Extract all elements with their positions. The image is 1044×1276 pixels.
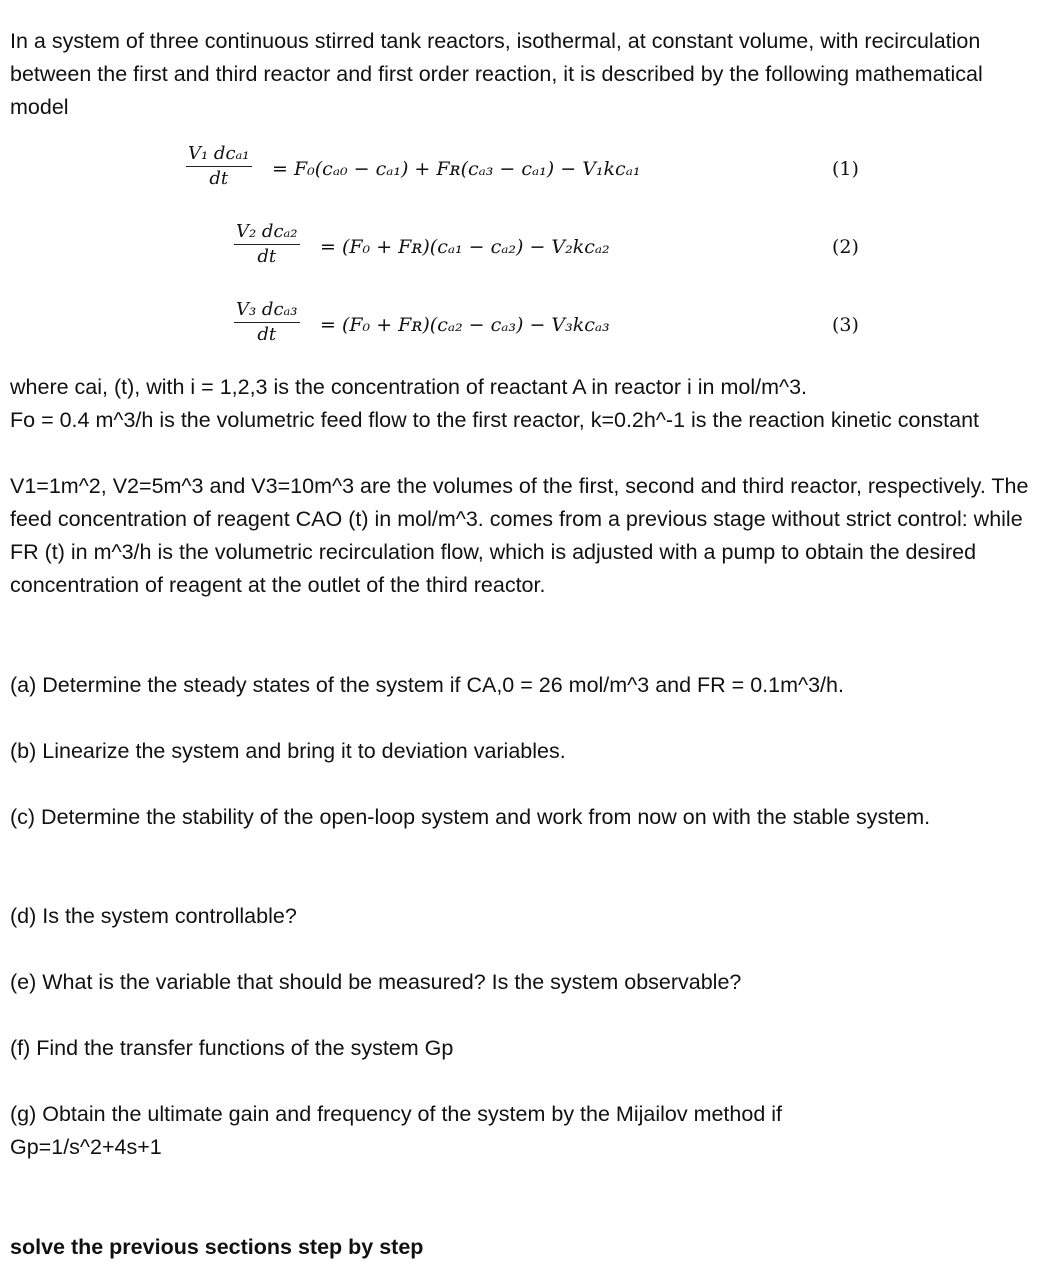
equation-2-numerator: V₂ dcₐ₂ <box>234 220 300 245</box>
equation-1-numerator: V₁ dcₐ₁ <box>186 142 252 167</box>
equation-1-fraction <box>186 142 252 191</box>
equation-3-number: (3) <box>832 314 859 336</box>
equation-1-denominator: dt <box>209 168 229 189</box>
equation-2-fraction <box>234 220 300 269</box>
description-line-3: V1=1m^2, V2=5m^3 and V3=10m^3 are the volumes of the first, second and third reactor, respectively. The feed concentration of reagent CAO (t) in mol/m^3. comes from a previous stage without strict control: while FR (t) in m^3/h is the volumetric recirculation flow, which is adjusted with a pump to obtain the desired concentration of reagent at the outlet of the third reactor. <box>10 474 1029 597</box>
description-line-2: Fo = 0.4 m^3/h is the volumetric feed flow to the first reactor, k=0.2h^-1 is the reaction kinetic constant <box>10 408 980 432</box>
equation-3-numerator: V₃ dcₐ₃ <box>234 298 300 323</box>
question-a: (a) Determine the steady states of the system if CA,0 = 26 mol/m^3 and FR = 0.1m^3/h. <box>10 673 844 697</box>
equation-2-rhs: = (F₀ + Fʀ)(cₐ₁ − cₐ₂) − V₂kcₐ₂ <box>320 236 610 258</box>
intro-paragraph: In a system of three continuous stirred tank reactors, isothermal, at constant volume, with recirculation between the first and third reactor and first order reaction, it is described by the following mathematical model <box>10 29 983 119</box>
question-d: (d) Is the system controllable? <box>10 904 297 928</box>
closing-instruction: solve the previous sections step by step <box>10 1235 424 1259</box>
question-e: (e) What is the variable that should be measured? Is the system observable? <box>10 970 742 994</box>
question-b: (b) Linearize the system and bring it to deviation variables. <box>10 739 566 763</box>
equation-1-rhs: = F₀(cₐ₀ − cₐ₁) + Fʀ(cₐ₃ − cₐ₁) − V₁kcₐ₁ <box>272 158 641 180</box>
equation-1-number: (1) <box>832 158 859 180</box>
equation-2-number: (2) <box>832 236 859 258</box>
question-c: (c) Determine the stability of the open-loop system and work from now on with the stable system. <box>10 805 931 829</box>
equation-3-denominator: dt <box>257 324 277 345</box>
description-line-1: where cai, (t), with i = 1,2,3 is the concentration of reactant A in reactor i in mol/m^3. <box>10 375 808 399</box>
question-f: (f) Find the transfer functions of the system Gp <box>10 1036 454 1060</box>
equation-2-denominator: dt <box>257 246 277 267</box>
equation-3-rhs: = (F₀ + Fʀ)(cₐ₂ − cₐ₃) − V₃kcₐ₃ <box>320 314 610 336</box>
question-g: (g) Obtain the ultimate gain and frequency of the system by the Mijailov method if Gp=1/s^2+4s+1 <box>10 1102 783 1159</box>
equation-3-fraction <box>234 298 300 347</box>
